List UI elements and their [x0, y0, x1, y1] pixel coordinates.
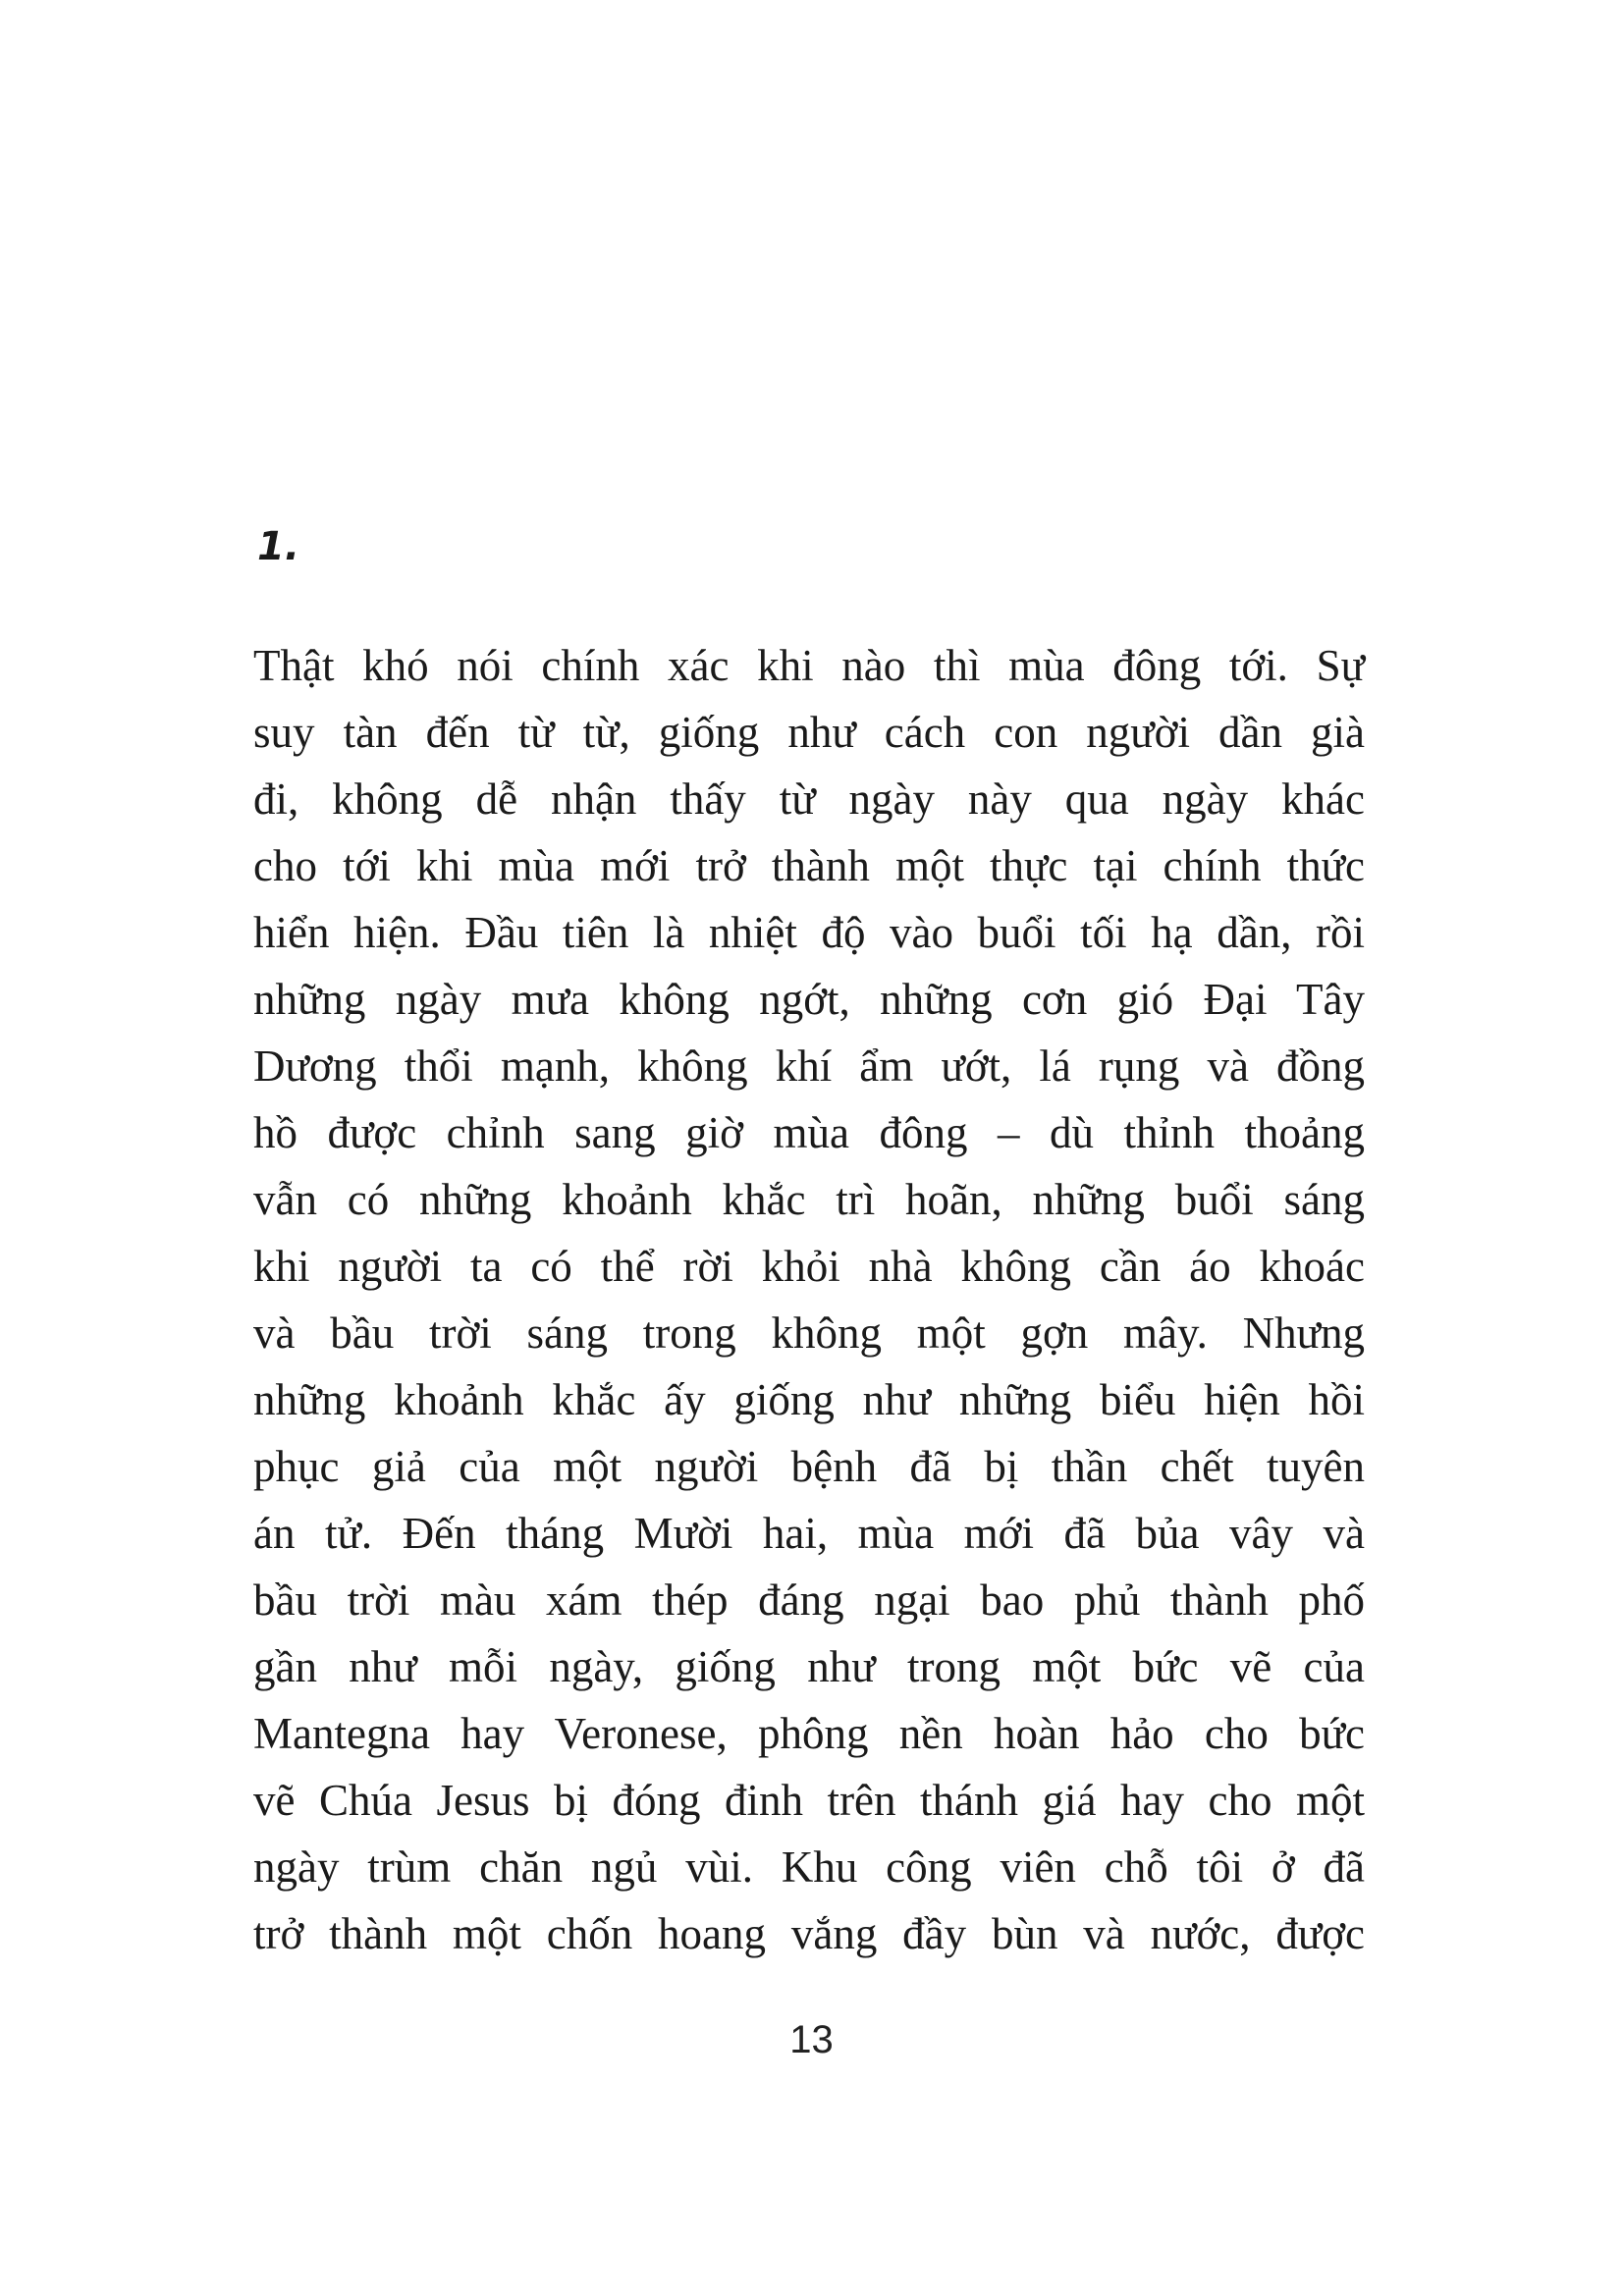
text-line: cho tới khi mùa mới trở thành một thực tại chính thức: [253, 841, 1365, 890]
text-line: vẽ Chúa Jesus bị đóng đinh trên thánh giá hay cho một: [253, 1776, 1365, 1825]
text-line: Mantegna hay Veronese, phông nền hoàn hảo cho bức: [253, 1709, 1365, 1758]
text-line: đi, không dễ nhận thấy từ ngày này qua ngày khác: [253, 774, 1365, 824]
text-line: gần như mỗi ngày, giống như trong một bức vẽ của: [253, 1642, 1365, 1691]
text-line: hồ được chỉnh sang giờ mùa đông – dù thỉnh thoảng: [253, 1108, 1365, 1157]
text-line: Dương thổi mạnh, không khí ẩm ướt, lá rụng và đồng: [253, 1041, 1365, 1091]
text-line: án tử. Đến tháng Mười hai, mùa mới đã bủa vây và: [253, 1509, 1365, 1558]
text-line: vẫn có những khoảnh khắc trì hoãn, những buổi sáng: [253, 1175, 1365, 1224]
text-line: phục giả của một người bệnh đã bị thần chết tuyên: [253, 1442, 1365, 1491]
text-line: suy tàn đến từ từ, giống như cách con người dần già: [253, 708, 1365, 757]
page-number: 13: [789, 2018, 834, 2061]
text-line: những ngày mưa không ngớt, những cơn gió Đại Tây: [253, 975, 1365, 1024]
chapter-number: 1.: [257, 524, 300, 569]
text-line: những khoảnh khắc ấy giống như những biểu hiện hồi: [253, 1375, 1365, 1424]
text-line: Thật khó nói chính xác khi nào thì mùa đông tới. Sự: [253, 641, 1365, 690]
text-line: và bầu trời sáng trong không một gợn mây. Nhưng: [253, 1308, 1365, 1358]
text-line: bầu trời màu xám thép đáng ngại bao phủ thành phố: [253, 1575, 1365, 1625]
text-line: ngày trùm chăn ngủ vùi. Khu công viên chỗ tôi ở đã: [253, 1842, 1365, 1892]
text-line: trở thành một chốn hoang vắng đầy bùn và nước, được: [253, 1909, 1365, 1958]
body-paragraph: [253, 632, 1365, 1967]
text-line: khi người ta có thể rời khỏi nhà không cần áo khoác: [253, 1242, 1365, 1291]
text-line: hiển hiện. Đầu tiên là nhiệt độ vào buổi tối hạ dần, rồi: [253, 908, 1365, 957]
